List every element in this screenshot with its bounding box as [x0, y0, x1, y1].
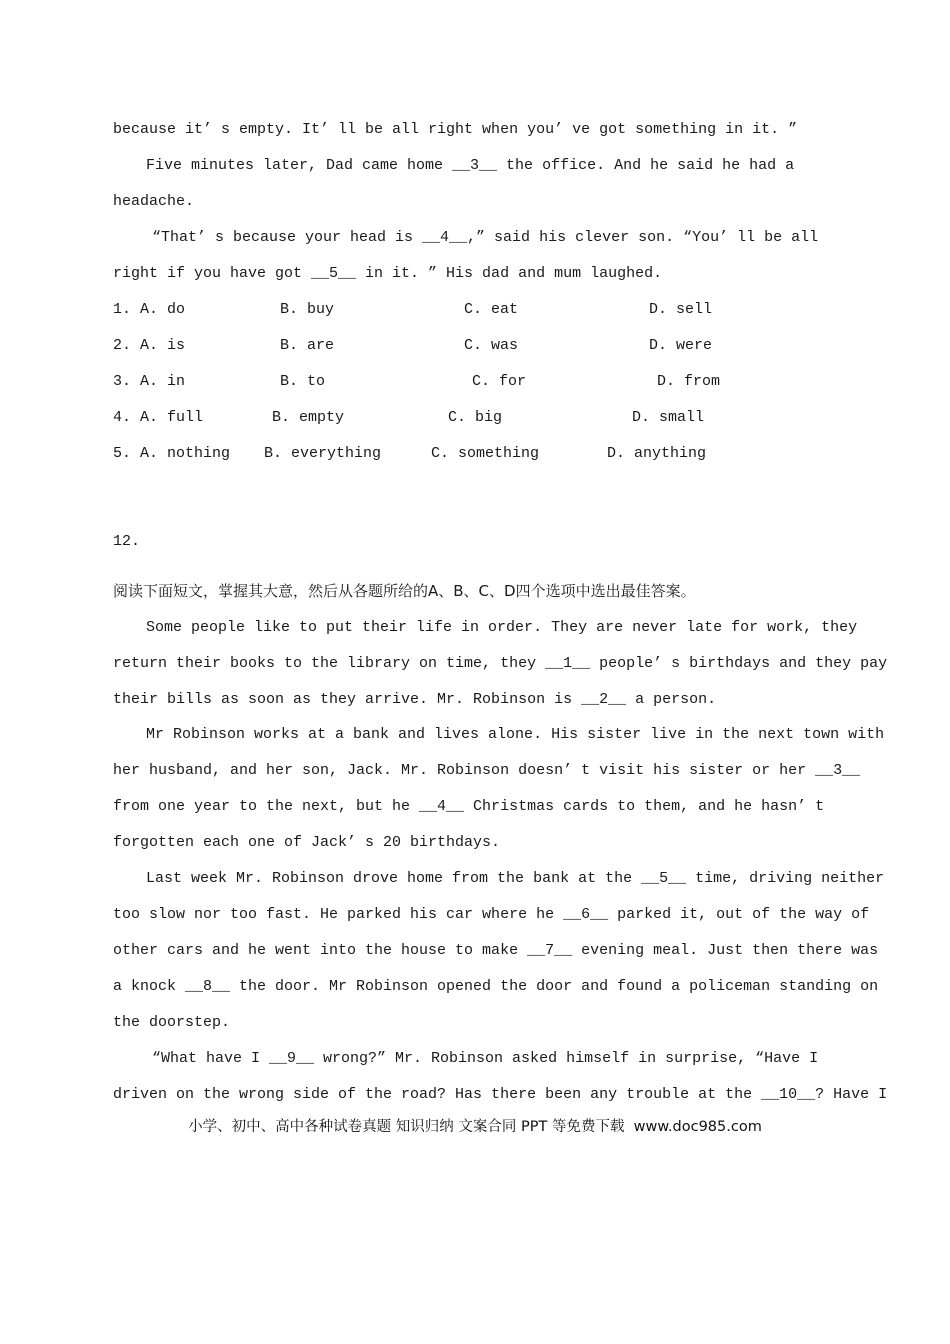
passage-line: return their books to the library on time, they __1__ people’ s birthdays and they pay [113, 655, 888, 672]
option-b: B. buy [280, 301, 335, 318]
passage-line: forgotten each one of Jack’ s 20 birthdays. [113, 834, 501, 851]
passage-line: too slow nor too fast. He parked his car where he __6__ parked it, out of the way of [113, 906, 870, 923]
passage-line: Five minutes later, Dad came home __3__ the office. And he said he had a [146, 157, 795, 174]
option-b: B. everything [264, 445, 382, 462]
option-c: C. big [448, 409, 503, 426]
instruction-text: 阅读下面短文，掌握其大意，然后从各题所给的A、B、C、D四个选项中选出最佳答案。 [113, 582, 696, 600]
passage-line: Some people like to put their life in order. They are never late for work, they [146, 619, 858, 636]
passage-line: headache. [113, 193, 195, 210]
passage-line: “What have I __9__ wrong?” Mr. Robinson asked himself in surprise, “Have I [152, 1050, 819, 1067]
option-c: C. was [464, 337, 519, 354]
option-a: 2. A. is [113, 337, 186, 354]
passage-line: her husband, and her son, Jack. Mr. Robinson doesn’ t visit his sister or her __3__ [113, 762, 861, 779]
passage-line: the doorstep. [113, 1014, 231, 1031]
page-footer: 小学、初中、高中各种试卷真题 知识归纳 文案合同 PPT 等免费下载 www.doc985.com [188, 1119, 762, 1135]
option-c: C. for [472, 373, 527, 390]
question-number: 12. [113, 533, 141, 550]
passage-line: other cars and he went into the house to make __7__ evening meal. Just then there was [113, 942, 879, 959]
option-d: D. anything [607, 445, 707, 462]
passage-line: driven on the wrong side of the road? Has there been any trouble at the __10__? Have I [113, 1086, 888, 1103]
passage-line: because it’ s empty. It’ ll be all right when you’ ve got something in it. ” [113, 121, 798, 138]
passage-line: Mr Robinson works at a bank and lives alone. His sister live in the next town with [146, 726, 885, 743]
option-a: 3. A. in [113, 373, 186, 390]
option-a: 1. A. do [113, 301, 186, 318]
option-a: 5. A. nothing [113, 445, 231, 462]
option-a: 4. A. full [113, 409, 204, 426]
passage-line: Last week Mr. Robinson drove home from the bank at the __5__ time, driving neither [146, 870, 885, 887]
option-c: C. eat [464, 301, 519, 318]
passage-line: their bills as soon as they arrive. Mr. Robinson is __2__ a person. [113, 691, 717, 708]
option-d: D. sell [649, 301, 713, 318]
passage-line: a knock __8__ the door. Mr Robinson opened the door and found a policeman standing on [113, 978, 879, 995]
passage-line: “That’ s because your head is __4__,” said his clever son. “You’ ll be all [152, 229, 819, 246]
option-d: D. small [632, 409, 705, 426]
passage-line: right if you have got __5__ in it. ” His dad and mum laughed. [113, 265, 663, 282]
passage-line: from one year to the next, but he __4__ Christmas cards to them, and he hasn’ t [113, 798, 825, 815]
option-b: B. to [280, 373, 326, 390]
option-c: C. something [431, 445, 540, 462]
option-b: B. are [280, 337, 335, 354]
option-d: D. from [657, 373, 721, 390]
option-d: D. were [649, 337, 713, 354]
option-b: B. empty [272, 409, 345, 426]
